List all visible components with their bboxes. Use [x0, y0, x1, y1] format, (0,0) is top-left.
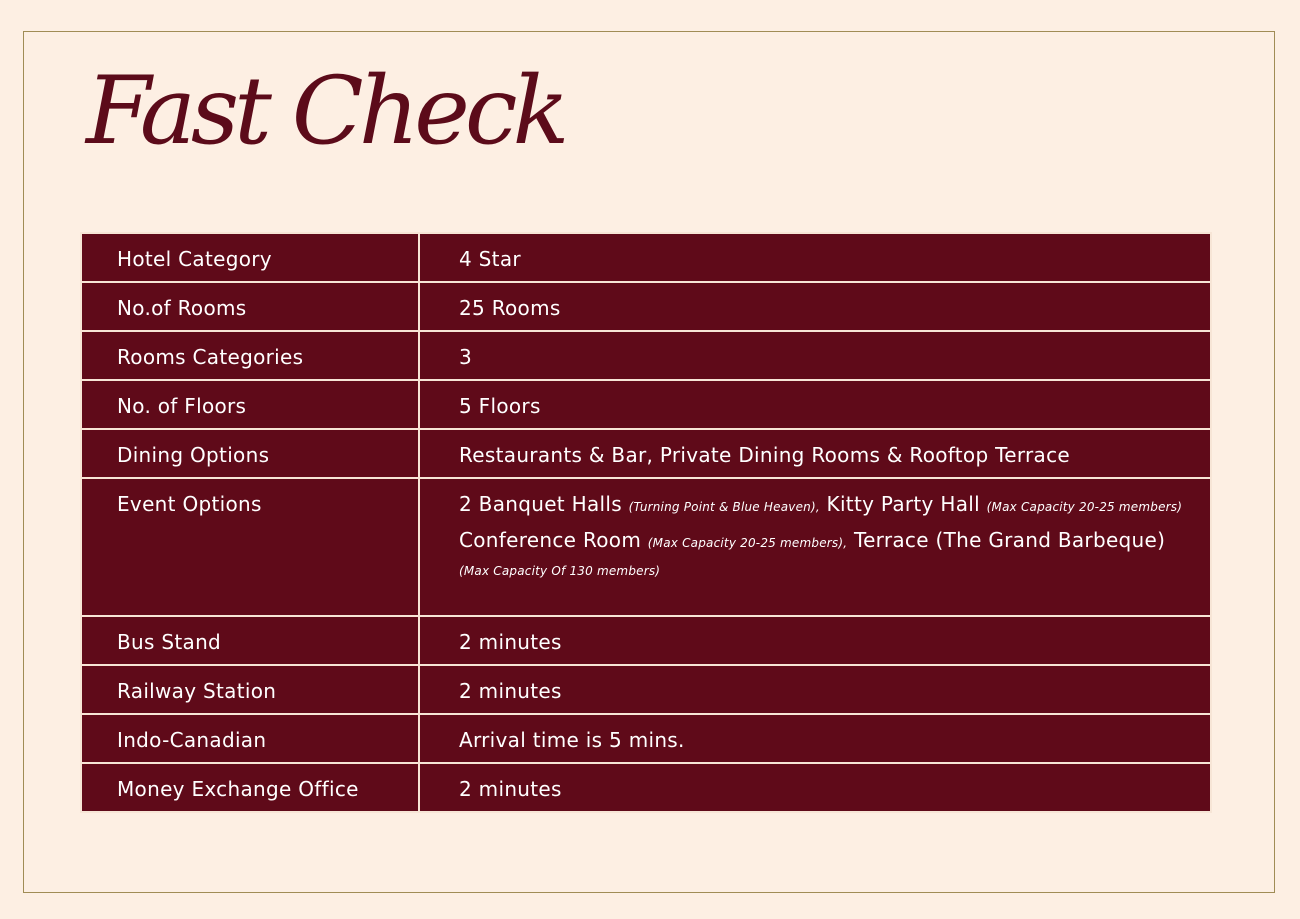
event-terrace: Terrace (The Grand Barbeque) [853, 528, 1166, 552]
table-row [81, 616, 1211, 665]
table-row [81, 429, 1211, 478]
row-label-room-categories: Rooms Categories [81, 331, 419, 380]
row-label-money-exchange: Money Exchange Office [81, 763, 419, 812]
row-label-bus-stand: Bus Stand [81, 616, 419, 665]
event-line-2 [459, 528, 1210, 552]
row-label-dining: Dining Options [81, 429, 419, 478]
event-kitty-note: (Max Capacity 20-25 members) [986, 500, 1183, 514]
fact-table [80, 232, 1212, 813]
table-row [81, 714, 1211, 763]
row-label-railway: Railway Station [81, 665, 419, 714]
row-label-hotel-category: Hotel Category [81, 233, 419, 282]
table-row [81, 282, 1211, 331]
row-value-room-categories: 3 [419, 331, 1211, 380]
row-value-rooms: 25 Rooms [419, 282, 1211, 331]
table-row [81, 665, 1211, 714]
page-title: Fast Check [86, 57, 565, 166]
row-label-indo-canadian: Indo-Canadian [81, 714, 419, 763]
row-value-floors: 5 Floors [419, 380, 1211, 429]
event-conference-note: (Max Capacity 20-25 members), [647, 536, 848, 550]
row-value-railway: 2 minutes [419, 665, 1211, 714]
event-banquet-halls: 2 Banquet Halls [459, 492, 622, 516]
row-label-floors: No. of Floors [81, 380, 419, 429]
event-terrace-note: (Max Capacity Of 130 members) [459, 564, 661, 578]
row-value-events [419, 478, 1211, 616]
event-conference-room: Conference Room [459, 528, 642, 552]
table-row [81, 233, 1211, 282]
row-value-dining: Restaurants & Bar, Private Dining Rooms & Rooftop Terrace [419, 429, 1211, 478]
event-kitty-party: Kitty Party Hall [826, 492, 980, 516]
table-row [81, 763, 1211, 812]
row-label-rooms: No.of Rooms [81, 282, 419, 331]
row-value-bus-stand: 2 minutes [419, 616, 1211, 665]
row-value-indo-canadian: Arrival time is 5 mins. [419, 714, 1211, 763]
row-label-events: Event Options [81, 478, 419, 616]
row-value-hotel-category: 4 Star [419, 233, 1211, 282]
event-banquet-note: (Turning Point & Blue Heaven), [628, 500, 820, 514]
table-row [81, 478, 1211, 616]
row-value-money-exchange: 2 minutes [419, 763, 1211, 812]
table-row [81, 331, 1211, 380]
table-row [81, 380, 1211, 429]
event-line-1 [459, 492, 1210, 516]
